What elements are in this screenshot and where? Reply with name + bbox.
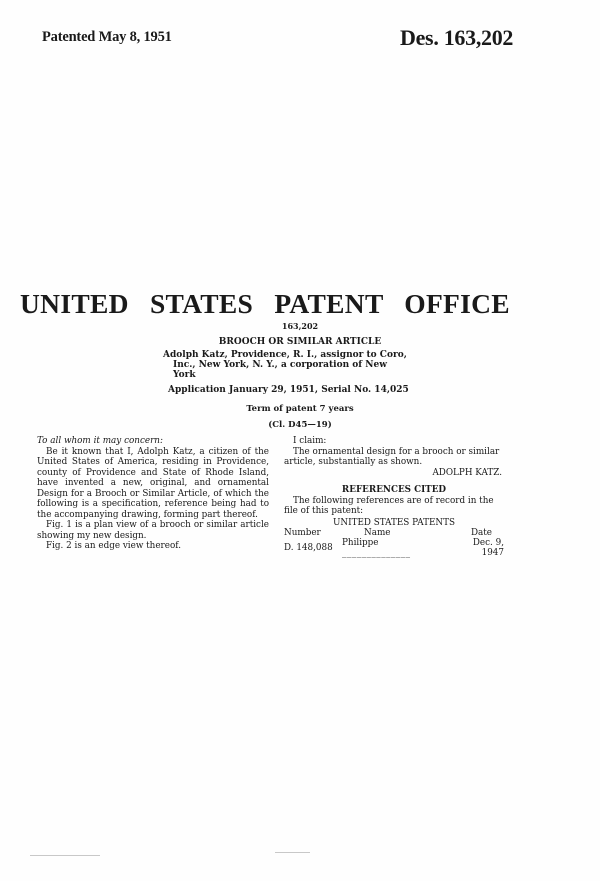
us-patents-heading: UNITED STATES PATENTS — [333, 517, 455, 528]
patent-title: BROOCH OR SIMILAR ARTICLE — [218, 337, 382, 347]
term-line: Term of patent 7 years — [246, 404, 354, 414]
salutation: To all whom it may concern: — [37, 436, 163, 446]
header-name: Name — [364, 528, 391, 538]
table-row — [284, 538, 504, 558]
references-table — [284, 528, 504, 558]
references-heading: REFERENCES CITED — [341, 485, 447, 495]
right-column — [284, 436, 504, 558]
ref-name: Philippe — [342, 538, 379, 548]
patent-number: 163,202 — [281, 321, 319, 331]
application-line: Application January 29, 1951, Serial No. 14,025 — [168, 385, 409, 395]
fig-2-description: Fig. 2 is an edge view thereof. — [46, 541, 182, 551]
patented-date: Patented May 8, 1951 — [42, 29, 172, 45]
specification-paragraph: Be it known that I, Adolph Katz, a citizen of the United States of America, residing in Providence, county of Providence and State of Rhode Island, have invented a new, original, and ornamental Design for a Brooch or Similar Article, of which the following is a specification, reference being had to the accompanying drawing, forming part thereof. — [37, 446, 269, 520]
scan-artifact — [30, 855, 100, 856]
ref-date: Dec. 9, 1947 — [472, 538, 504, 558]
fig-1-description: Fig. 1 is a plan view of a brooch or similar article showing my new design. — [37, 520, 269, 541]
left-column — [37, 436, 269, 552]
classification: (Cl. D45—19) — [268, 420, 332, 430]
references-intro: The following references are of record in the file of this patent: — [284, 495, 494, 516]
ref-leader: ______________ — [342, 548, 411, 558]
claim-text: The ornamental design for a brooch or similar article, substantially as shown. — [284, 446, 500, 467]
ref-number: D. 148,088 — [284, 543, 333, 553]
claim-intro: I claim: — [293, 436, 327, 446]
office-heading — [0, 288, 600, 320]
signature: ADOLPH KATZ. — [432, 467, 502, 478]
scan-artifact — [275, 852, 310, 853]
inventor-block — [163, 350, 423, 380]
design-number: Des. 163,202 — [400, 25, 514, 50]
office-heading-text: UNITED STATES PATENT OFFICE — [20, 288, 510, 319]
ref-name-cell — [342, 538, 448, 558]
inventor-line-2: Inc., New York, N. Y., a corporation of New — [173, 360, 387, 370]
inventor-line-3: York — [173, 370, 196, 380]
header-number: Number — [284, 528, 321, 538]
references-table-header — [284, 528, 504, 538]
header-date: Date — [470, 528, 492, 538]
inventor-line-1: Adolph Katz, Providence, R. I., assignor to Coro, — [163, 350, 407, 360]
